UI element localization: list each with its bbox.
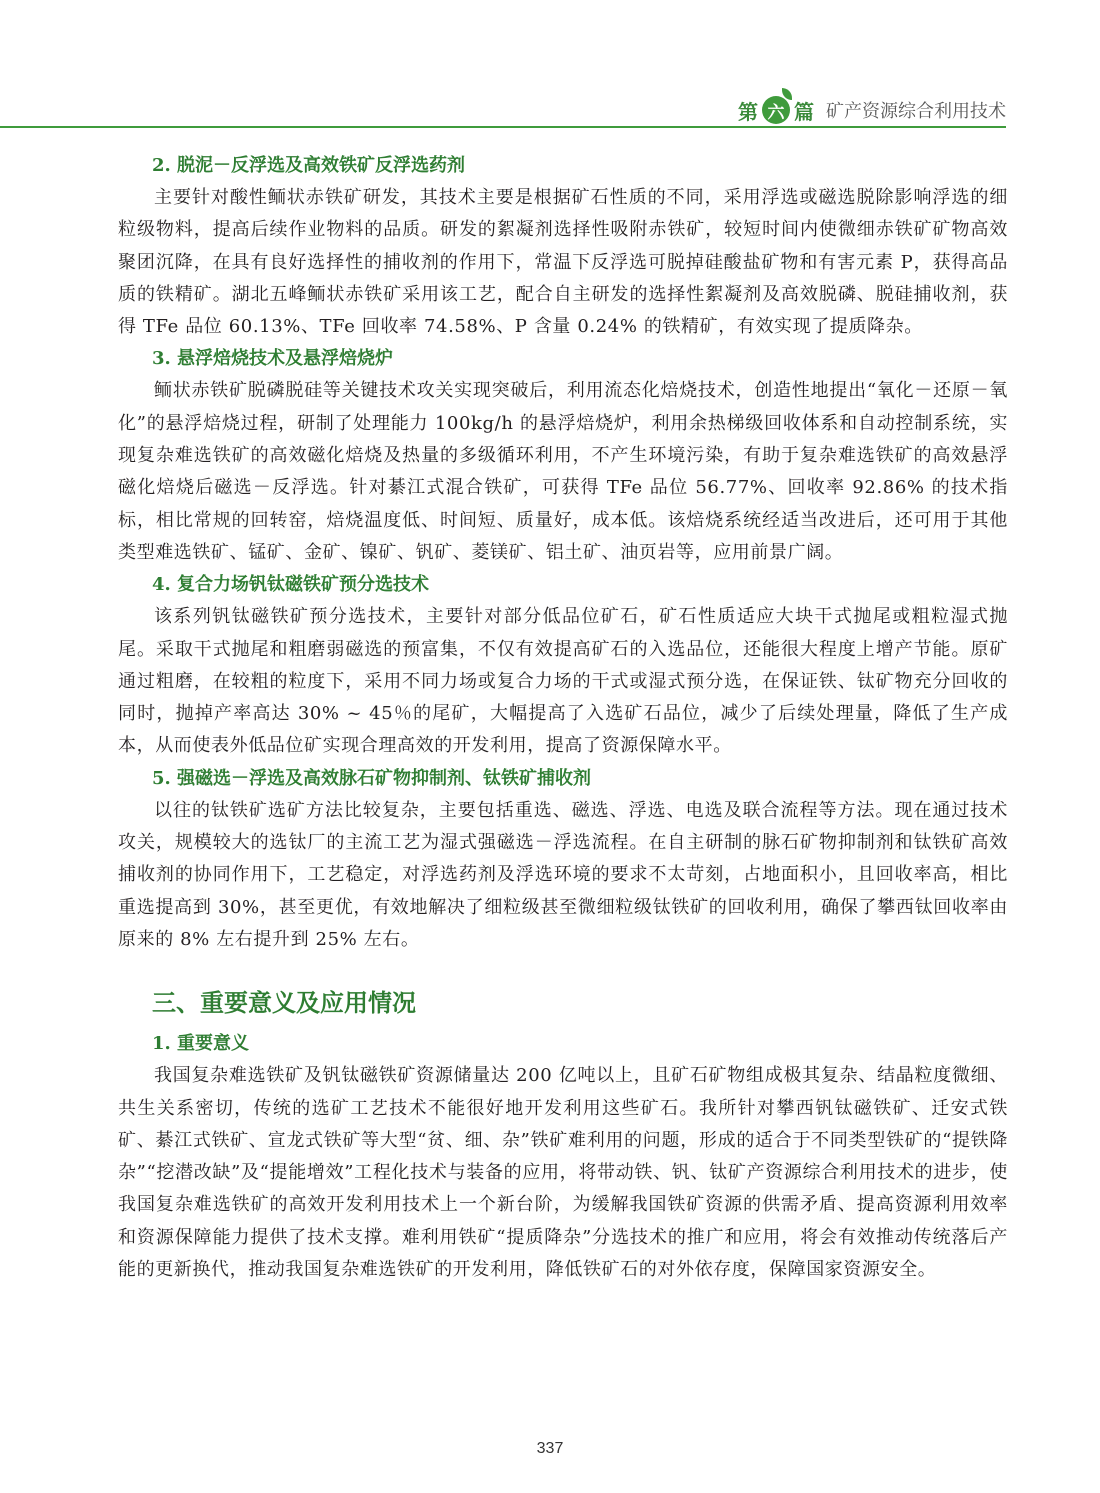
running-header xyxy=(738,92,1006,128)
subheading: 1. 重要意义 xyxy=(152,1033,250,1055)
paragraph: 该系列钒钛磁铁矿预分选技术，主要针对部分低品位矿石，矿石性质适应大块干式抛尾或粗粒湿式抛尾。采取干式抛尾和粗磨弱磁选的预富集，不仅有效提高矿石的入选品位，还能很大程度上增产节能。原矿通过粗磨，在较粗的粒度下，采用不同力场或复合力场的干式或湿式预分选，在保证铁、钛矿物充分回收的同时，抛掉产率高达 30% ~ 45％的尾矿，大幅提高了入选矿石品位，减少了后续处理量，降低了生产成本，从而使表外低品位矿实现合理高效的开发利用，提高了资源保障水平。 xyxy=(118,606,1008,757)
subheading: 2. 脱泥－反浮选及高效铁矿反浮选药剂 xyxy=(152,155,466,176)
paragraph: 主要针对酸性鲕状赤铁矿研发，其技术主要是根据矿石性质的不同，采用浮选或磁选脱除影响浮选的细粒级物料，提高后续作业物料的品质。研发的絮凝剂选择性吸附赤铁矿，较短时间内使微细赤铁矿矿物高效聚团沉降，在具有良好选择性的捕收剂的作用下，常温下反浮选可脱掉硅酸盐矿物和有害元素 P，获得高品质的铁精矿。湖北五峰鲕状赤铁矿采用该工艺，配合自主研发的选择性絮凝剂及高效脱磷、脱硅捕收剂，获得 TFe 品位 60.13%、TFe 回收率 74.58%、P 含量 0.24% 的铁精矿，有效实现了提质降杂。 xyxy=(118,187,1008,338)
subheading: 3. 悬浮焙烧技术及悬浮焙烧炉 xyxy=(152,348,394,370)
part-number: 六 xyxy=(767,102,785,123)
page-number: 337 xyxy=(536,1440,564,1457)
part-suffix: 篇 xyxy=(794,99,814,124)
subheading: 5. 强磁选－浮选及高效脉石矿物抑制剂、钛铁矿捕收剂 xyxy=(152,767,592,789)
paragraph: 鲕状赤铁矿脱磷脱硅等关键技术攻关实现突破后，利用流态化焙烧技术，创造性地提出“氧化－还原－氧化”的悬浮焙烧过程，研制了处理能力 100kg/h 的悬浮焙烧炉，利用余热梯级回收体系和自动控制系统，实现复杂难选铁矿的高效磁化焙烧及热量的多级循环利用，不产生环境污染，有助于复杂难选铁矿的高效悬浮磁化焙烧后磁选－反浮选。针对綦江式混合铁矿，可获得 TFe 品位 56.77%、回收率 92.86% 的技术指标，相比常规的回转窑，焙烧温度低、时间短、质量好，成本低。该焙烧系统经适当改进后，还可用于其他类型难选铁矿、锰矿、金矿、镍矿、钒矿、菱镁矿、铝土矿、油页岩等，应用前景广阔。 xyxy=(118,380,1008,563)
header-rule xyxy=(0,126,1006,128)
page-body xyxy=(118,150,1008,1286)
chapter-title: 矿产资源综合利用技术 xyxy=(826,101,1006,122)
section-title: 三、重要意义及应用情况 xyxy=(152,989,416,1018)
paragraph: 我国复杂难选铁矿及钒钛磁铁矿资源储量达 200 亿吨以上，且矿石矿物组成极其复杂、结晶粒度微细、共生关系密切，传统的选矿工艺技术不能很好地开发利用这些矿石。我所针对攀西钒钛磁铁矿、迁安式铁矿、綦江式铁矿、宣龙式铁矿等大型“贫、细、杂”铁矿难利用的问题，形成的适合于不同类型铁矿的“提铁降杂”“挖潜改缺”及“提能增效”工程化技术与装备的应用，将带动铁、钒、钛矿产资源综合利用技术的进步，使我国复杂难选铁矿的高效开发利用技术上一个新台阶，为缓解我国铁矿资源的供需矛盾、提高资源利用效率和资源保障能力提供了技术支撑。难利用铁矿“提质降杂”分选技术的推广和应用，将会有效推动传统落后产能的更新换代，推动我国复杂难选铁矿的开发利用，降低铁矿石的对外依存度，保障国家资源安全。 xyxy=(118,1065,1008,1281)
part-prefix: 第 xyxy=(738,99,758,124)
subheading: 4. 复合力场钒钛磁铁矿预分选技术 xyxy=(152,574,430,596)
part-number-badge xyxy=(762,96,790,124)
paragraph: 以往的钛铁矿选矿方法比较复杂，主要包括重选、磁选、浮选、电选及联合流程等方法。现在通过技术攻关，规模较大的选钛厂的主流工艺为湿式强磁选－浮选流程。在自主研制的脉石矿物抑制剂和钛铁矿高效捕收剂的协同作用下，工艺稳定，对浮选药剂及浮选环境的要求不太苛刻，占地面积小，且回收率高，相比重选提高到 30%，甚至更优，有效地解决了细粒级甚至微细粒级钛铁矿的回收利用，确保了攀西钛回收率由原来的 8% 左右提升到 25% 左右。 xyxy=(118,799,1008,950)
